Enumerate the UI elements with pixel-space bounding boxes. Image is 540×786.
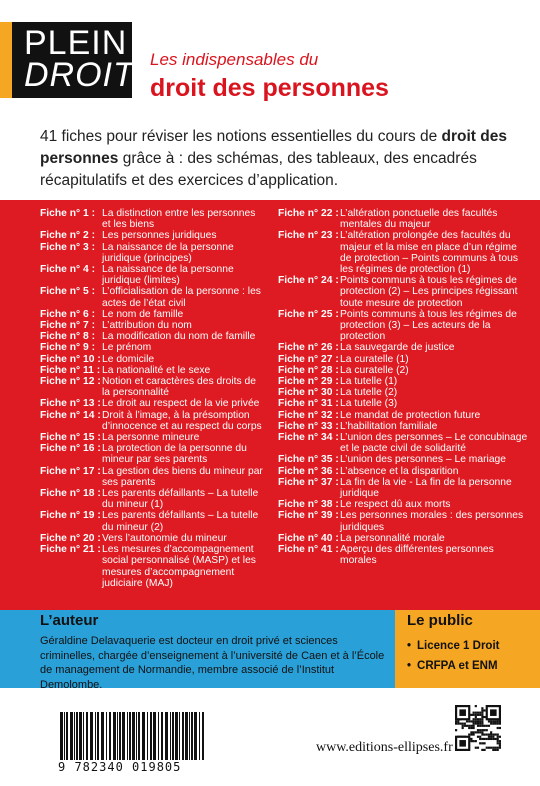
fiche-title: Les personnes morales : des personnes juridiques (340, 510, 524, 533)
fiche-title: L’altération ponctuelle des facultés mentales du majeur (340, 208, 498, 231)
audience-heading: Le public (407, 612, 473, 629)
fiche-title: Les personnes juridiques (102, 230, 217, 242)
fiche-number: Fiche n° 21 : (40, 544, 101, 556)
fiche-title: La distinction entre les personnes et les biens (102, 208, 256, 231)
fiche-number: Fiche n° 25 : (278, 308, 339, 320)
fiches-column-right (278, 208, 528, 567)
fiches-column-left (40, 208, 265, 589)
fiche-number: Fiche n° 10 : (40, 353, 101, 365)
fiche-title: La tutelle (2) (340, 387, 398, 399)
author-bio: Géraldine Delavaquerie est docteur en droit privé et sciences criminelles, chargée d’enseignement à l’université de Caen et à l’École de management de Normandie, membre associé de l’Institut Demolombe. (40, 635, 385, 691)
fiche-title: La sauvegarde de justice (340, 342, 455, 354)
fiche-number: Fiche n° 26 : (278, 342, 339, 354)
fiche-number: Fiche n° 37 : (278, 476, 339, 488)
fiche-title: La fin de la vie - La fin de la personne juridique (340, 476, 512, 500)
logo-line-droit: DROIT (24, 56, 135, 94)
fiche-row (40, 466, 265, 488)
fiche-title: Les parents défaillants – La tutelle du mineur (2) (102, 510, 259, 533)
fiche-row (278, 309, 528, 343)
fiche-row (40, 264, 265, 286)
fiche-title: Le nom de famille (102, 308, 184, 320)
fiche-row (40, 208, 265, 230)
fiche-number: Fiche n° 3 : (40, 241, 96, 253)
logo-line-plein: PLEIN (24, 24, 128, 62)
fiche-row (40, 544, 265, 589)
fiche-title: La personne mineure (102, 432, 200, 444)
fiche-row (278, 432, 528, 454)
fiche-title: Les mesures d’accompagnement social personnalisé (MASP) et les mesures d’accompagnement judiciaire (MAJ) (102, 544, 256, 589)
intro-text-bold: droit des personnes (40, 128, 507, 167)
fiche-number: Fiche n° 4 : (40, 264, 96, 276)
fiche-number: Fiche n° 11 : (40, 364, 101, 376)
fiche-number: Fiche n° 34 : (278, 432, 339, 444)
fiche-title: Notion et caractères des droits de la personnalité (102, 376, 256, 399)
fiche-row (278, 421, 528, 432)
fiche-number: Fiche n° 28 : (278, 364, 339, 376)
website-link[interactable]: www.editions-ellipses.fr (316, 740, 453, 755)
fiche-number: Fiche n° 18 : (40, 488, 101, 500)
fiche-row (278, 354, 528, 365)
fiche-row (278, 510, 528, 532)
fiche-row (278, 275, 528, 309)
fiche-number: Fiche n° 40 : (278, 532, 339, 544)
fiche-row (40, 365, 265, 376)
audience-item: • Licence 1 Droit (407, 636, 499, 656)
fiche-title: La personnalité morale (340, 532, 445, 544)
fiche-title: Droit à l’image, à la présomption d’innocence et au respect du corps (102, 409, 262, 432)
fiche-number: Fiche n° 17 : (40, 465, 101, 477)
fiche-number: Fiche n° 12 : (40, 376, 101, 388)
fiche-number: Fiche n° 20 : (40, 532, 101, 544)
fiche-number: Fiche n° 5 : (40, 286, 96, 298)
fiche-number: Fiche n° 19 : (40, 510, 101, 522)
fiche-row (40, 533, 265, 544)
fiche-title: Le respect dû aux morts (340, 499, 451, 511)
fiche-row (278, 533, 528, 544)
fiche-row (40, 286, 265, 308)
fiche-row (40, 342, 265, 353)
fiche-number: Fiche n° 1 : (40, 208, 96, 219)
audience-item: • CRFPA et ENM (407, 656, 499, 676)
fiche-number: Fiche n° 15 : (40, 432, 101, 444)
fiche-title: Aperçu des différentes personnes morales (340, 544, 494, 567)
fiche-title: Points communs à tous les régimes de protection (3) – Les acteurs de la protection (340, 308, 517, 343)
fiche-row (40, 354, 265, 365)
fiche-title: La naissance de la personne juridique (limites) (102, 264, 234, 287)
fiche-row (278, 387, 528, 398)
fiche-title: Points communs à tous les régimes de protection (2) – Les principes régissant toute mesure de protection (340, 275, 518, 309)
fiche-title: L’absence et la disparition (340, 465, 459, 477)
fiche-number: Fiche n° 6 : (40, 308, 96, 320)
fiche-title: Le droit au respect de la vie privée (102, 398, 260, 410)
fiche-number: Fiche n° 8 : (40, 331, 96, 343)
fiche-row (278, 454, 528, 465)
intro-text-start: 41 fiches pour réviser les notions essentielles du cours de (40, 128, 442, 145)
fiche-row (40, 230, 265, 241)
fiche-title: L’attribution du nom (102, 320, 192, 332)
isbn-number: 9 782340 019805 (58, 760, 182, 774)
fiche-title: L’union des personnes – Le mariage (340, 454, 507, 466)
fiche-number: Fiche n° 9 : (40, 342, 96, 354)
fiche-title: Le mandat de protection future (340, 409, 481, 421)
fiche-row (278, 376, 528, 387)
fiche-row (40, 242, 265, 264)
barcode (58, 712, 206, 760)
fiche-number: Fiche n° 24 : (278, 275, 339, 287)
fiche-row (40, 331, 265, 342)
plein-droit-logo (0, 22, 135, 98)
fiche-row (278, 365, 528, 376)
fiche-number: Fiche n° 33 : (278, 420, 339, 432)
fiche-row (40, 410, 265, 432)
fiche-title: Le domicile (102, 353, 155, 365)
audience-panel (395, 610, 540, 688)
fiche-row (40, 398, 265, 409)
fiche-number: Fiche n° 41 : (278, 544, 339, 556)
fiche-number: Fiche n° 14 : (40, 409, 101, 421)
fiche-number: Fiche n° 27 : (278, 353, 339, 365)
fiche-title: Le prénom (102, 342, 152, 354)
fiche-number: Fiche n° 38 : (278, 499, 339, 511)
fiche-row (40, 432, 265, 443)
qr-code-icon[interactable] (455, 705, 501, 751)
fiche-title: La gestion des biens du mineur par ses parents (102, 465, 263, 488)
author-panel (0, 610, 395, 691)
fiche-number: Fiche n° 36 : (278, 465, 339, 477)
fiche-number: Fiche n° 7 : (40, 320, 96, 332)
fiche-number: Fiche n° 39 : (278, 510, 339, 522)
fiche-number: Fiche n° 35 : (278, 454, 339, 466)
page-title: droit des personnes (150, 74, 389, 102)
fiche-number: Fiche n° 16 : (40, 443, 101, 455)
fiche-title: Vers l’autonomie du mineur (102, 532, 227, 544)
fiche-title: L’altération prolongée des facultés du majeur et la mise en place d’un régime de protection – Points communs à tous les régimes de protection (1) (340, 230, 519, 276)
fiche-title: La naissance de la personne juridique (principes) (102, 241, 234, 264)
author-heading: L’auteur (40, 612, 99, 629)
fiche-row (40, 376, 265, 398)
fiche-row (278, 398, 528, 409)
fiche-number: Fiche n° 32 : (278, 409, 339, 421)
fiches-panel (0, 200, 540, 610)
audience-list (407, 636, 499, 676)
fiche-row (278, 410, 528, 421)
fiche-row (40, 510, 265, 532)
fiche-number: Fiche n° 29 : (278, 376, 339, 388)
fiche-title: La curatelle (2) (340, 364, 409, 376)
fiche-title: La modification du nom de famille (102, 331, 256, 343)
fiche-row (278, 230, 528, 275)
fiche-row (278, 342, 528, 353)
fiche-row (40, 443, 265, 465)
fiche-number: Fiche n° 2 : (40, 230, 96, 242)
fiche-number: Fiche n° 31 : (278, 398, 339, 410)
fiche-row (278, 208, 528, 230)
intro-text-end: grâce à : des schémas, des tableaux, des encadrés récapitulatifs et des exercices d’application. (40, 150, 477, 189)
fiche-row (278, 477, 528, 499)
fiche-title: La nationalité et le sexe (102, 364, 211, 376)
fiche-row (40, 488, 265, 510)
fiche-title: Les parents défaillants – La tutelle du mineur (1) (102, 488, 259, 511)
fiche-title: La protection de la personne du mineur par ses parents (102, 443, 247, 466)
intro-paragraph (40, 126, 510, 192)
fiche-title: La tutelle (3) (340, 398, 398, 410)
fiche-title: L’officialisation de la personne : les actes de l’état civil (102, 286, 261, 309)
subtitle: Les indispensables du (150, 50, 319, 69)
fiche-number: Fiche n° 30 : (278, 387, 339, 399)
fiche-title: La tutelle (1) (340, 376, 398, 388)
fiche-row (278, 466, 528, 477)
fiche-title: L’habilitation familiale (340, 420, 438, 432)
fiche-number: Fiche n° 13 : (40, 398, 101, 410)
fiche-title: La curatelle (1) (340, 353, 409, 365)
fiche-row (40, 320, 265, 331)
fiche-number: Fiche n° 22 : (278, 208, 339, 219)
fiche-row (278, 499, 528, 510)
fiche-number: Fiche n° 23 : (278, 230, 339, 242)
fiche-row (40, 309, 265, 320)
fiche-row (278, 544, 528, 566)
fiche-title: L’union des personnes – Le concubinage et le pacte civil de solidarité (340, 432, 528, 455)
